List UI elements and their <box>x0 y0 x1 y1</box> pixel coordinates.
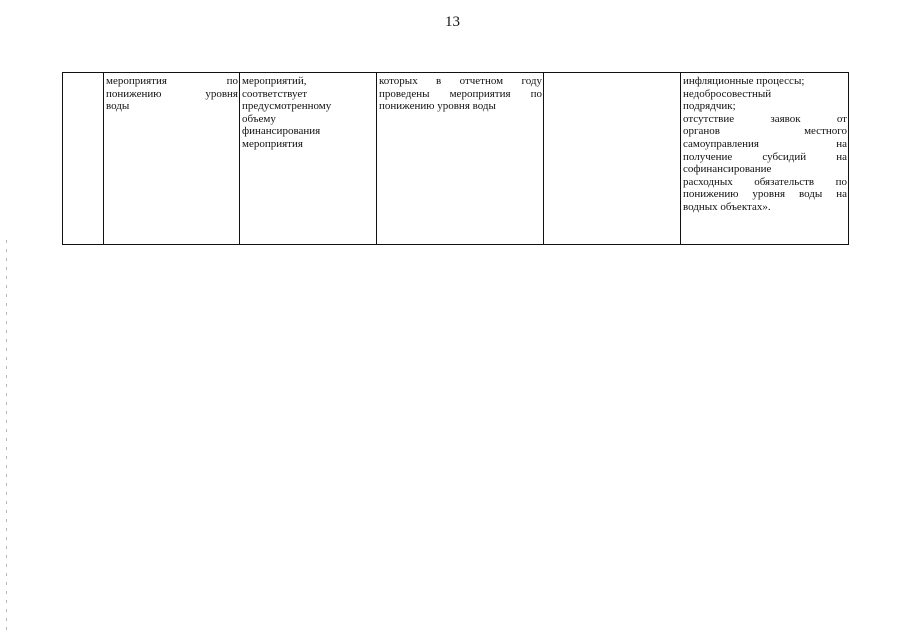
cell-text-line: соответствует <box>242 87 308 100</box>
cell-indicator <box>377 73 544 245</box>
page-number: 13 <box>445 14 460 30</box>
cell-text-line: понижению уровня воды на <box>683 188 847 201</box>
cell-text-line: понижению уровня воды <box>379 100 496 113</box>
cell-text-line: инфляционные процессы; <box>683 75 805 87</box>
cell-text-line: самоуправления на <box>683 137 847 150</box>
cell-text-line: понижению уровня <box>106 87 238 100</box>
cell-text-line: финансирования <box>242 125 321 138</box>
cell-text-line: предусмотренному <box>242 100 332 113</box>
cell-text-line: отсутствие заявок от <box>683 112 847 125</box>
cell-text-line: органов местного <box>683 125 847 138</box>
cell-text-line: которых в отчетном году <box>379 75 542 87</box>
cell-text-line: подрядчик; <box>683 100 736 113</box>
cell-text-line: объему <box>242 112 276 125</box>
cell-empty <box>544 73 681 245</box>
cell-text-line: водных объектах». <box>683 200 771 213</box>
cell-text-line: получение субсидий на <box>683 150 847 163</box>
cell-criterion <box>240 73 377 245</box>
cell-text-line: мероприятия <box>242 137 303 150</box>
cell-text-line: воды <box>106 100 130 113</box>
cell-text-line: расходных обязательств по <box>683 175 847 188</box>
cell-text-line: недобросовестный <box>683 87 772 100</box>
cell-text-line: мероприятий, <box>242 75 307 87</box>
cell-text-line: софинансирование <box>683 163 772 176</box>
measures-table <box>62 72 849 245</box>
cell-number <box>63 73 104 245</box>
cell-measure-name <box>104 73 240 245</box>
table-row <box>63 73 849 245</box>
cell-text-line: мероприятия по <box>106 75 238 87</box>
scan-edge-artifact <box>6 240 7 635</box>
cell-risks <box>681 73 849 245</box>
cell-text-line: проведены мероприятия по <box>379 87 542 100</box>
